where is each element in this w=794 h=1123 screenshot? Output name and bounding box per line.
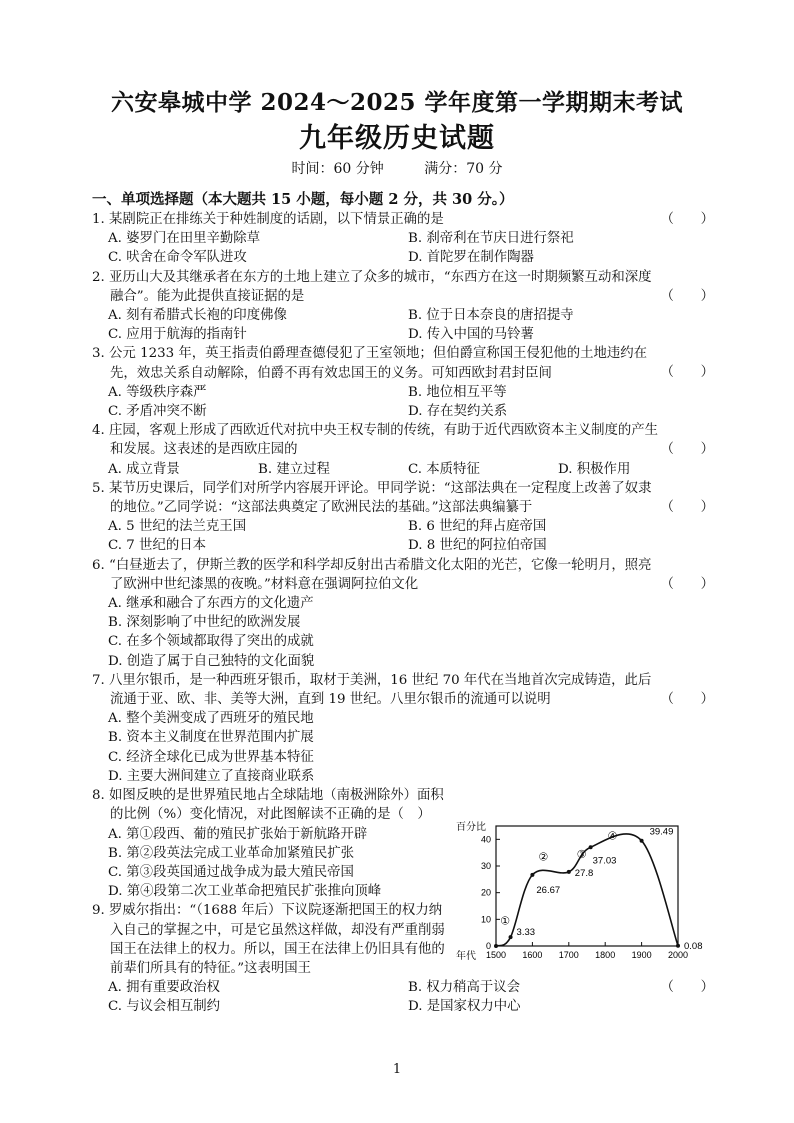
y-tick-label: 40	[480, 834, 491, 845]
answer-blank: （ ）	[660, 212, 714, 227]
data-point	[676, 944, 680, 948]
option-b: B. 第②段英法完成工业革命加紧殖民扩张	[108, 845, 354, 861]
chart-axes	[456, 820, 688, 962]
option-c: C. 第③段英国通过战争成为最大殖民帝国	[108, 864, 354, 880]
question-stem: 2. 亚历山大及其继承者在东方的土地上建立了众多的城市，“东西方在这一时期频繁互动和深度融合”。能为此提供直接证据的是	[92, 269, 652, 304]
data-point	[509, 935, 513, 939]
chart-marks	[494, 827, 703, 952]
y-axis-label: 百分比	[456, 822, 486, 833]
option-b: B. 刹帝利在节庆日进行祭祀	[408, 231, 574, 247]
question-stem: 4. 庄园，客观上形成了西欧近代对抗中央王权专制的传统，有助于近代西欧资本主义制度的产生和发展。这表述的是西欧庄园的	[92, 423, 659, 458]
answer-blank: （ ）	[660, 980, 714, 996]
exam-title: 六安皋城中学 2024～2025 学年度第一学期期末考试	[110, 89, 684, 116]
y-tick-label: 0	[485, 941, 491, 951]
full-score: 满分：70 分	[424, 161, 503, 177]
answer-blank: （ ）	[660, 365, 714, 381]
y-tick-label: 30	[480, 861, 491, 871]
segment-marker: ③	[576, 849, 587, 861]
question-stem: 9. 罗威尔指出：“（1688 年后）下议院逐渐把国王的权力纳入自己的掌握之中，可是它虽然这样做，却没有严重削弱国王在法律上的权力。所以，国王在法律上仍旧具有他的前辈们所具有的特征。”这表明国王	[92, 903, 445, 976]
option-d: D. 存在契约关系	[408, 404, 508, 420]
time-limit: 时间：60 分钟	[291, 161, 384, 177]
y-tick-label: 10	[480, 914, 491, 925]
option-b: B. 建立过程	[258, 461, 330, 477]
option-b: B. 深刻影响了中世纪的欧洲发展	[108, 615, 301, 631]
answer-blank: （ ）	[660, 288, 714, 304]
x-tick-label: 1800	[595, 950, 616, 960]
question-2	[92, 268, 714, 345]
option-c: C. 与议会相互制约	[108, 999, 221, 1015]
x-tick-label: 1500	[485, 950, 507, 960]
answer-blank: （ ）	[660, 442, 714, 458]
option-b: B. 位于日本奈良的唐招提寺	[408, 308, 574, 324]
option-d: D. 8 世纪的阿拉伯帝国	[408, 538, 547, 554]
answer-blank: （ ）	[660, 576, 714, 592]
data-label: 39.49	[649, 826, 674, 838]
question-stem: 5. 某节历史课后，同学们对所学内容展开评论。甲同学说：“这部法典在一定程度上改善了奴隶的地位。”乙同学说：“这部法典奠定了欧洲民法的基础。”这部法典编纂于	[92, 480, 652, 516]
data-label: 37.03	[592, 855, 617, 867]
data-label: 27.8	[574, 867, 594, 879]
option-d: D. 积极作用	[558, 461, 631, 477]
option-d: D. 主要大洲间建立了直接商业联系	[108, 768, 315, 784]
data-label: 3.33	[516, 927, 536, 939]
question-7	[92, 671, 714, 786]
segment-marker: ④	[607, 830, 618, 843]
option-c: C. 经济全球化已成为世界基本特征	[108, 749, 314, 765]
option-d: D. 是国家权力中心	[408, 999, 521, 1015]
option-d: D. 第④段第二次工业革命把殖民扩张推向顶峰	[108, 884, 382, 900]
segment-marker: ②	[538, 851, 549, 864]
option-a: A. 5 世纪的法兰克王国	[108, 519, 247, 535]
option-a: A. 第①段西、葡的殖民扩张始于新航路开辟	[108, 826, 368, 842]
section-title: 一、单项选择题（本大题共 15 小题，每小题 2 分，共 30 分。）	[92, 191, 514, 208]
question-stem-part	[92, 901, 452, 978]
exam-meta	[0, 158, 794, 178]
data-point	[640, 839, 644, 843]
question-3	[92, 344, 714, 421]
colony-ratio-chart	[452, 808, 712, 968]
option-b: B. 6 世纪的拜占庭帝国	[408, 519, 547, 535]
option-d: D. 首陀罗在制作陶器	[408, 250, 534, 266]
question-stem: 6. “白昼逝去了，伊斯兰教的医学和科学却反射出古希腊文化太阳的光芒，它像一轮明月，照亮了欧洲中世纪漆黑的夜晚。”材料意在强调阿拉伯文化	[92, 557, 652, 592]
data-point	[567, 870, 571, 874]
option-c: C. 本质特征	[408, 461, 480, 477]
option-c: C. 在多个领域都取得了突出的成就	[108, 634, 314, 650]
answer-blank: （ ）	[660, 499, 714, 515]
option-c: C. 矛盾冲突不断	[108, 404, 207, 420]
option-a: A. 拥有重要政治权	[108, 980, 220, 996]
data-point	[494, 944, 498, 948]
question-stem: 1. 某剧院正在排练关于种姓制度的话剧，以下情景正确的是	[92, 212, 444, 227]
x-tick-label: 1600	[522, 950, 543, 960]
option-b: B. 权力稍高于议会	[408, 980, 521, 996]
option-c: C. 应用于航海的指南针	[108, 327, 247, 343]
page-number: 1	[392, 1062, 402, 1077]
segment-marker: ①	[500, 915, 511, 928]
question-1	[92, 210, 714, 268]
option-a: A. 刻有希腊式长袍的印度佛像	[108, 308, 287, 324]
y-tick-label: 20	[480, 887, 491, 898]
option-a: A. 成立背景	[108, 461, 180, 477]
option-d: D. 创造了属于自己独特的文化面貌	[108, 653, 315, 669]
question-4	[92, 421, 714, 479]
option-b: B. 资本主义制度在世界范围内扩展	[108, 730, 314, 746]
data-point	[589, 845, 593, 849]
option-a: A. 婆罗门在田里辛勤除草	[108, 231, 261, 247]
option-c: C. 吠舍在命令军队进攻	[108, 250, 247, 266]
data-label: 0.08	[684, 940, 703, 952]
option-a: A. 整个美洲变成了西班牙的殖民地	[108, 711, 314, 727]
option-a: A. 继承和融合了东西方的文化遗产	[108, 596, 314, 612]
data-point	[530, 873, 534, 877]
answer-blank: （ ）	[660, 691, 714, 707]
exam-subtitle: 九年级历史试题	[299, 123, 495, 154]
question-stem: 8. 如图反映的是世界殖民地占全球陆地（南极洲除外）面积的比例（%）变化情况，对此图解读不正确的是（ ）	[92, 788, 444, 823]
question-stem: 7. 八里尔银币，是一种西班牙银币，取材于美洲，16 世纪 70 年代在当地首次完成铸造，此后流通于亚、欧、非、美等大洲，直到 19 世纪。八里尔银币的流通可以说明	[92, 672, 652, 708]
x-tick-label: 2000	[667, 950, 689, 960]
x-tick-label: 1900	[631, 950, 652, 960]
option-c: C. 7 世纪的日本	[108, 538, 207, 554]
x-axis-label: 年代	[456, 951, 476, 962]
question-5	[92, 479, 714, 556]
question-6	[92, 556, 714, 671]
option-b: B. 地位相互平等	[408, 384, 507, 400]
data-label: 26.67	[536, 884, 561, 896]
option-a: A. 等级秩序森严	[108, 384, 207, 400]
option-d: D. 传入中国的马铃薯	[408, 327, 534, 343]
x-tick-label: 1700	[558, 950, 579, 960]
question-stem: 3. 公元 1233 年，英王指责伯爵理查德侵犯了王室领地；但伯爵宣称国王侵犯他的土地违约在先，效忠关系自动解除，伯爵不再有效忠国王的义务。可知西欧封君封臣间	[92, 346, 648, 381]
